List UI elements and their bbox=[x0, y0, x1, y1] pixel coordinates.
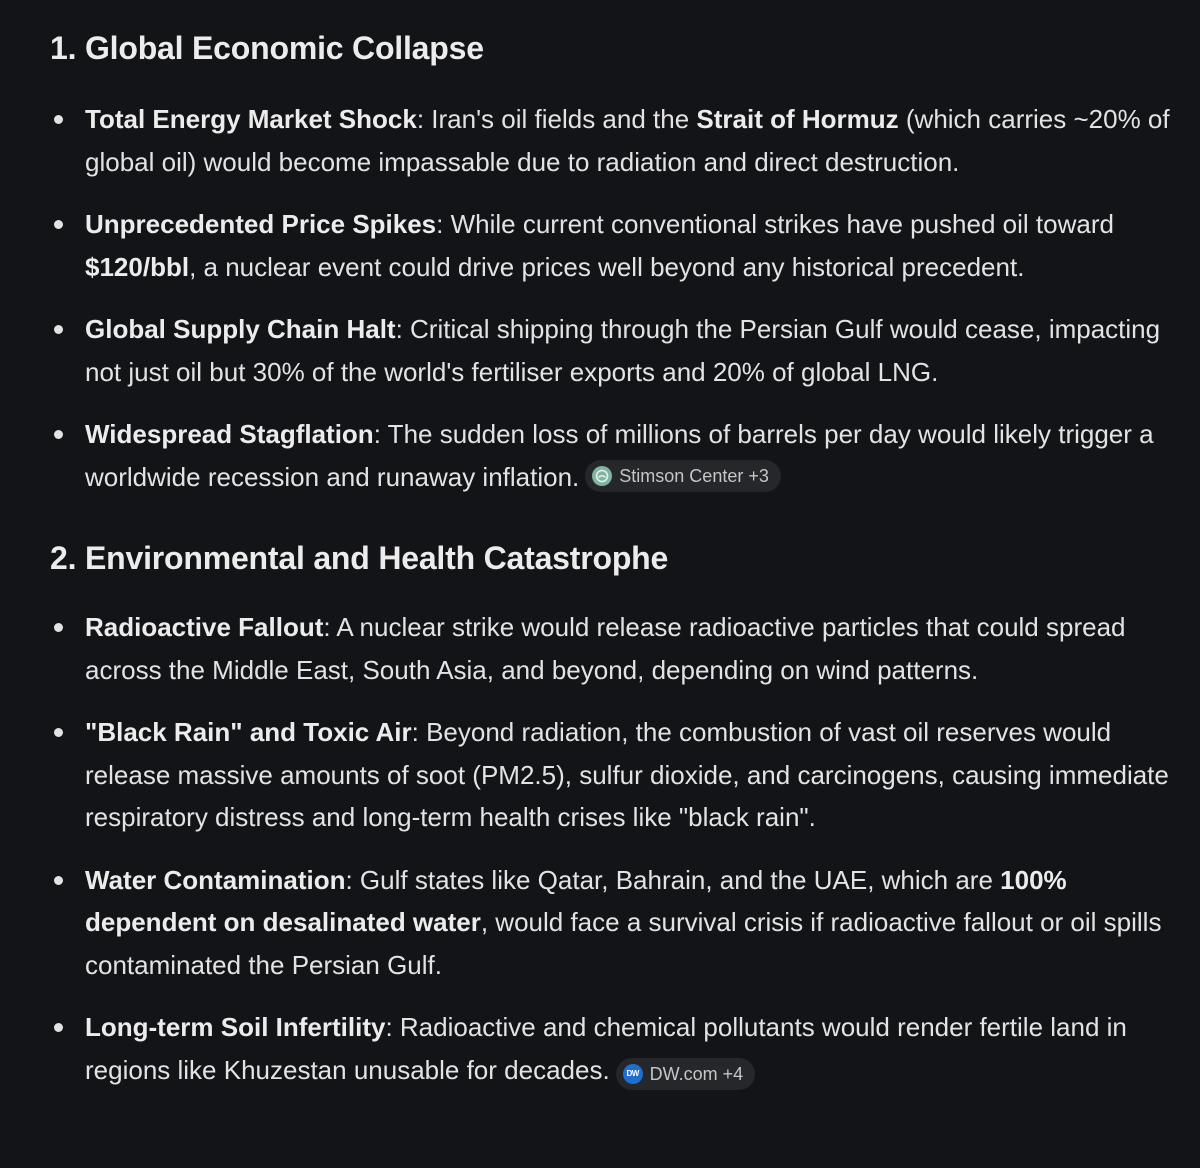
list-item bbox=[50, 203, 1190, 288]
list-item bbox=[50, 1006, 1190, 1091]
item-title: Water Contamination bbox=[85, 864, 346, 895]
bullet-icon bbox=[54, 115, 63, 124]
list-item bbox=[50, 606, 1190, 691]
source-chip-label: Stimson Center +3 bbox=[619, 465, 769, 486]
list-item bbox=[50, 413, 1190, 498]
item-text: (which carries ~20% of global oil) would become impassable due to radiation and direct destruction. bbox=[85, 104, 1170, 177]
list-item bbox=[50, 98, 1190, 183]
item-text: : The sudden loss of millions of barrels per day would likely trigger a worldwide recession and runaway inflation. bbox=[85, 419, 1154, 492]
dw-favicon-icon: DW bbox=[623, 1064, 643, 1084]
item-title: Global Supply Chain Halt bbox=[85, 314, 396, 344]
bullet-icon bbox=[54, 430, 63, 439]
bullet-icon bbox=[54, 876, 63, 885]
bullet-icon bbox=[54, 728, 63, 737]
item-text: , a nuclear event could drive prices well beyond any historical precedent. bbox=[189, 251, 1025, 282]
list-item bbox=[50, 711, 1190, 839]
stimson-favicon-icon bbox=[592, 466, 612, 486]
source-chip-label: DW.com +4 bbox=[649, 1063, 744, 1084]
item-text: : Iran's oil fields and the bbox=[416, 104, 697, 134]
item-text: : A nuclear strike would release radioactive particles that could spread across the Middle East, South Asia, and beyond, depending on wind patterns. bbox=[85, 612, 1126, 685]
item-emphasis: 100% dependent on desalinated water bbox=[85, 864, 1067, 937]
item-text: : Gulf states like Qatar, Bahrain, and the UAE, which are bbox=[345, 864, 1001, 895]
item-title: "Black Rain" and Toxic Air bbox=[85, 717, 412, 747]
item-title: Radioactive Fallout bbox=[85, 612, 324, 642]
bullet-list bbox=[50, 606, 1190, 1091]
item-text: : Beyond radiation, the combustion of vast oil reserves would release massive amounts of soot (PM2.5), sulfur dioxide, and carcinogens, causing immediate respiratory distress and long-term health crises like "black rain". bbox=[85, 717, 1169, 832]
bullet-icon bbox=[54, 220, 63, 229]
item-title: Unprecedented Price Spikes bbox=[85, 209, 437, 239]
bullet-icon bbox=[54, 623, 63, 632]
item-text: , would face a survival crisis if radioactive fallout or oil spills contaminated the Persian Gulf. bbox=[85, 907, 1162, 980]
item-title: Widespread Stagflation bbox=[85, 419, 374, 449]
item-emphasis: Strait of Hormuz bbox=[696, 104, 899, 134]
item-title: Total Energy Market Shock bbox=[85, 104, 417, 134]
item-text: : Critical shipping through the Persian Gulf would cease, impacting not just oil but 30% of the world's fertiliser exports and 20% of global LNG. bbox=[85, 314, 1161, 387]
bullet-icon bbox=[54, 325, 63, 334]
item-emphasis: $120/bbl bbox=[85, 251, 190, 282]
list-item bbox=[50, 859, 1190, 987]
item-title: Long-term Soil Infertility bbox=[85, 1012, 386, 1042]
bullet-list bbox=[50, 98, 1190, 498]
item-text: : While current conventional strikes have pushed oil toward bbox=[436, 209, 1114, 239]
bullet-icon bbox=[54, 1023, 63, 1032]
section-heading: 1. Global Economic Collapse bbox=[50, 30, 484, 66]
item-text: : Radioactive and chemical pollutants would render fertile land in regions like Khuzestan unusable for decades. bbox=[85, 1012, 1127, 1085]
source-chip-stimson[interactable] bbox=[585, 460, 781, 492]
list-item bbox=[50, 308, 1190, 393]
section-heading: 2. Environmental and Health Catastrophe bbox=[50, 540, 669, 576]
source-chip-dw[interactable] bbox=[616, 1058, 756, 1090]
